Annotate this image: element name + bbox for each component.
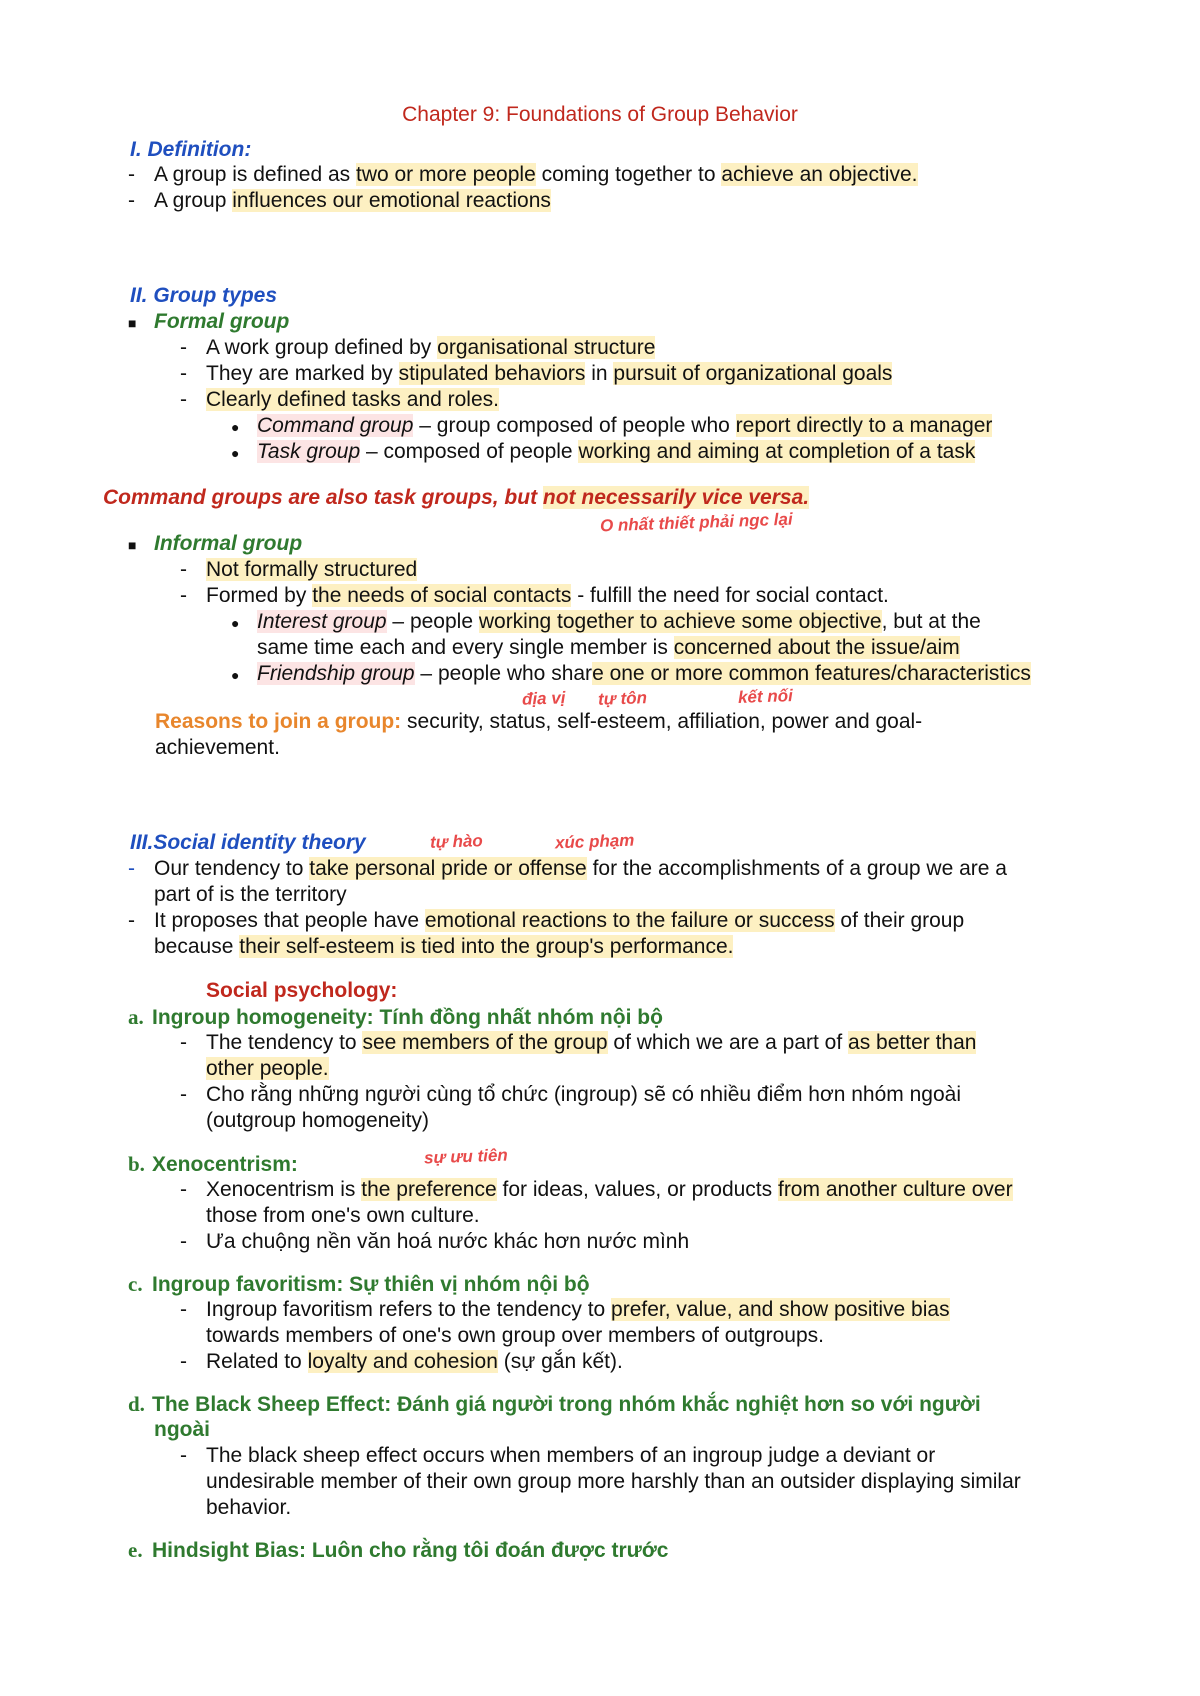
handwritten-note-status: địa vị bbox=[521, 688, 566, 709]
ingroup-homogeneity-item-2: - Cho rằng những người cùng tổ chức (ingroup) sẽ có nhiều điểm hơn nhóm ngoài bbox=[180, 1083, 961, 1106]
definition-item-1: - A group is defined as two or more people coming together to achieve an objective. bbox=[128, 163, 918, 186]
social-identity-item-2-cont: because their self-esteem is tied into the group's performance. bbox=[154, 935, 734, 958]
ingroup-homogeneity-item-1: - The tendency to see members of the group of which we are a part of as better than bbox=[180, 1031, 977, 1054]
social-identity-item-1: - Our tendency to take personal pride or offense for the accomplishments of a group we are a bbox=[128, 857, 1007, 880]
formal-item-1: - A work group defined by organisational structure bbox=[180, 336, 656, 359]
reasons-to-join: Reasons to join a group: security, status, self-esteem, affiliation, power and goal- bbox=[155, 710, 923, 733]
social-psychology-heading: Social psychology: bbox=[206, 979, 398, 1002]
informal-group-heading: ■ Informal group bbox=[128, 532, 303, 555]
informal-item-2: - Formed by the needs of social contacts - fulfill the need for social contact. bbox=[180, 584, 889, 607]
definition-item-2: - A group influences our emotional reactions bbox=[128, 189, 551, 212]
ingroup-favoritism-item-1: - Ingroup favoritism refers to the tendency to prefer, value, and show positive bias bbox=[180, 1298, 950, 1321]
black-sheep-heading-cont: ngoài bbox=[154, 1418, 210, 1441]
black-sheep-item-1: - The black sheep effect occurs when members of an ingroup judge a deviant or bbox=[180, 1444, 936, 1467]
command-group-item: ● Command group – group composed of people who report directly to a manager bbox=[231, 414, 993, 437]
xenocentrism-item-1-cont: those from one's own culture. bbox=[206, 1204, 480, 1227]
section-definition-heading: I. Definition: bbox=[130, 138, 252, 161]
handwritten-note-self-esteem: tự tôn bbox=[597, 688, 648, 709]
ingroup-favoritism-item-1-cont: towards members of one's own group over members of outgroups. bbox=[206, 1324, 824, 1347]
command-task-note: Command groups are also task groups, but not necessarily vice versa. bbox=[103, 486, 810, 509]
ingroup-favoritism-item-2: - Related to loyalty and cohesion (sự gắn kết). bbox=[180, 1350, 623, 1373]
section-social-identity-heading: III.Social identity theory bbox=[130, 831, 366, 854]
interest-group-item-cont: same time each and every single member is concerned about the issue/aim bbox=[257, 636, 960, 659]
task-group-item: ● Task group – composed of people working and aiming at completion of a task bbox=[231, 440, 976, 463]
black-sheep-heading: d. The Black Sheep Effect: Đánh giá người trong nhóm khắc nghiệt hơn so với người bbox=[128, 1392, 981, 1416]
hindsight-bias-heading: e. Hindsight Bias: Luôn cho rằng tôi đoán được trước bbox=[128, 1538, 669, 1562]
xenocentrism-item-1: - Xenocentrism is the preference for ideas, values, or products from another culture over bbox=[180, 1178, 1013, 1201]
ingroup-favoritism-heading: c. Ingroup favoritism: Sự thiên vị nhóm nội bộ bbox=[128, 1272, 590, 1296]
black-sheep-item-1-cont-2: behavior. bbox=[206, 1496, 292, 1519]
reasons-to-join-cont: achievement. bbox=[155, 736, 280, 759]
social-identity-item-1-cont: part of is the territory bbox=[154, 883, 347, 906]
handwritten-note-pride: tự hào bbox=[429, 831, 484, 852]
xenocentrism-item-2: - Ưa chuộng nền văn hoá nước khác hơn nước mình bbox=[180, 1230, 690, 1253]
formal-item-3: - Clearly defined tasks and roles. bbox=[180, 388, 499, 411]
section-group-types-heading: II. Group types bbox=[130, 284, 278, 307]
friendship-group-item: ● Friendship group – people who share one or more common features/characteristics bbox=[231, 662, 1031, 685]
formal-group-heading: ■ Formal group bbox=[128, 310, 290, 333]
handwritten-note-affiliation: kết nối bbox=[737, 686, 794, 707]
handwritten-note-vice-versa: O nhất thiết phải ngc lại bbox=[599, 509, 793, 536]
page-title: Chapter 9: Foundations of Group Behavior bbox=[402, 103, 798, 126]
formal-item-2: - They are marked by stipulated behaviors in pursuit of organizational goals bbox=[180, 362, 893, 385]
xenocentrism-heading: b. Xenocentrism: bbox=[128, 1152, 298, 1176]
handwritten-note-preference: sự ưu tiên bbox=[423, 1145, 509, 1168]
black-sheep-item-1-cont: undesirable member of their own group more harshly than an outsider displaying similar bbox=[206, 1470, 1021, 1493]
ingroup-homogeneity-heading: a. Ingroup homogeneity: Tính đồng nhất nhóm nội bộ bbox=[128, 1005, 663, 1029]
ingroup-homogeneity-item-1-cont: other people. bbox=[206, 1057, 329, 1080]
ingroup-homogeneity-item-2-cont: (outgroup homogeneity) bbox=[206, 1109, 429, 1132]
informal-item-1: - Not formally structured bbox=[180, 558, 418, 581]
handwritten-note-offense: xúc phạm bbox=[554, 830, 635, 853]
social-identity-item-2: - It proposes that people have emotional reactions to the failure or success of their group bbox=[128, 909, 965, 932]
interest-group-item: ● Interest group – people working together to achieve some objective, but at the bbox=[231, 610, 981, 633]
